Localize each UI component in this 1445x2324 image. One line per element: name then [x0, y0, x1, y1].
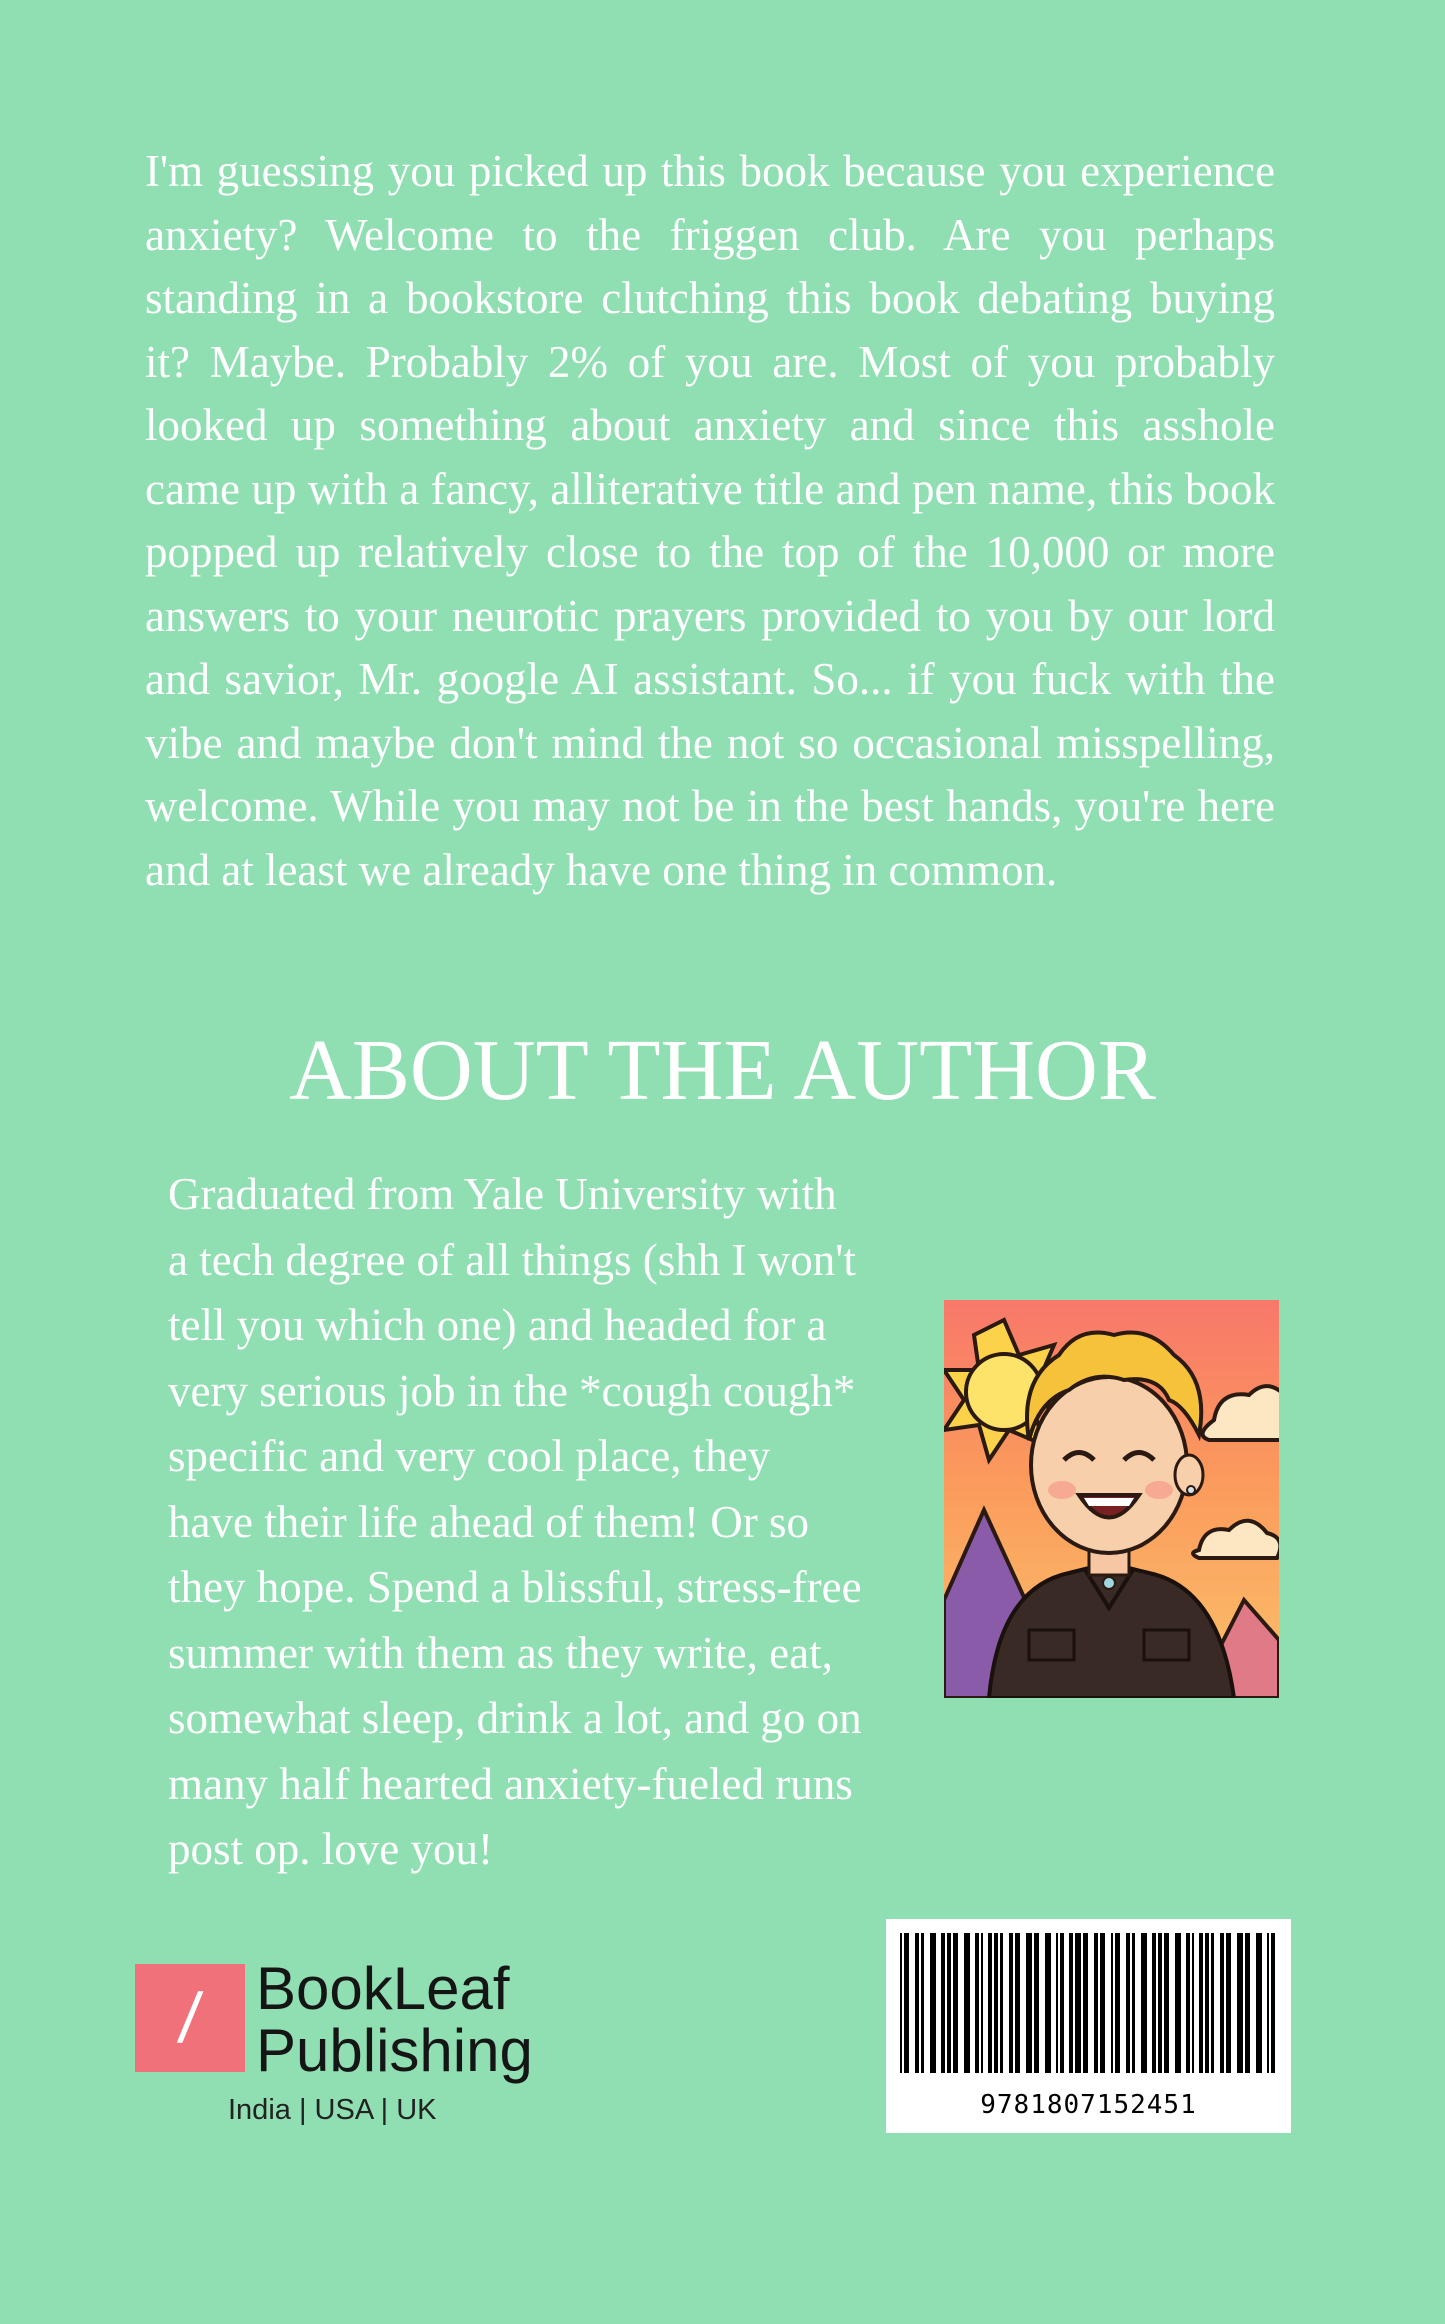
barcode-bar	[1126, 1933, 1130, 2073]
barcode-bar	[953, 1933, 958, 2073]
barcode-bar	[900, 1933, 902, 2073]
about-author-heading: ABOUT THE AUTHOR	[289, 1021, 1156, 1118]
bio-line: tell you which one) and headed for a	[168, 1300, 827, 1350]
bookleaf-logo-icon	[135, 1964, 245, 2072]
barcode-bar	[947, 1933, 951, 2073]
barcode-bar	[1009, 1933, 1013, 2073]
barcode-bar	[1152, 1933, 1156, 2073]
barcode-bar	[941, 1933, 945, 2073]
bio-line: somewhat sleep, drink a lot, and go on	[168, 1693, 862, 1743]
barcode-bar	[1267, 1933, 1269, 2073]
barcode-bar	[1015, 1933, 1020, 2073]
barcode-bar	[904, 1933, 909, 2073]
barcode-bar	[988, 1933, 992, 2073]
barcode-bar	[921, 1933, 924, 2073]
barcode-bar	[1175, 1933, 1181, 2073]
bio-line: many half hearted anxiety-fueled runs	[168, 1758, 853, 1809]
barcode-bar	[915, 1933, 919, 2073]
barcode-bar	[1100, 1933, 1105, 2073]
publisher-name-line2: Publishing	[256, 2017, 533, 2084]
bio-line: post op. love you!	[168, 1824, 493, 1874]
barcode-bar	[1034, 1933, 1039, 2073]
barcode-bar	[1256, 1933, 1262, 2073]
barcode-bar	[981, 1933, 983, 2073]
barcode-bar	[994, 1933, 998, 2073]
barcode-bar	[1000, 1933, 1003, 2073]
barcode-bar	[1056, 1933, 1058, 2073]
barcode-bar	[1026, 1933, 1032, 2073]
barcode-bar	[1141, 1933, 1147, 2073]
barcode-bar	[1199, 1933, 1203, 2073]
barcode-bar	[964, 1933, 970, 2073]
barcode-bar	[1226, 1933, 1231, 2073]
isbn-barcode-icon	[886, 1919, 1291, 2133]
barcode-bar	[1075, 1933, 1081, 2073]
barcode-bar	[1083, 1933, 1088, 2073]
bio-line: a tech degree of all things (shh I won't	[168, 1234, 856, 1285]
bio-line: summer with them as they write, eat,	[168, 1627, 833, 1678]
barcode-bar	[930, 1933, 936, 2073]
bio-line: they hope. Spend a blissful, stress-free	[168, 1562, 862, 1612]
barcode-bar	[1211, 1933, 1214, 2073]
barcode-bar	[1192, 1933, 1194, 2073]
barcode-bar	[1111, 1933, 1113, 2073]
barcode-bar	[1115, 1933, 1120, 2073]
barcode-bar	[1186, 1933, 1190, 2073]
barcode-bar	[1245, 1933, 1250, 2073]
barcode-bar	[1069, 1933, 1073, 2073]
barcode-bar	[975, 1933, 979, 2073]
barcode-bar	[1237, 1933, 1243, 2073]
author-bio	[168, 1162, 948, 1883]
barcode-bar	[1060, 1933, 1064, 2073]
bio-line: specific and very cool place, they	[168, 1431, 771, 1481]
author-portrait-icon	[944, 1300, 1279, 1698]
barcode-bar	[1158, 1933, 1162, 2073]
isbn-number: 9781807152451	[980, 2090, 1197, 2120]
barcode-bar	[1205, 1933, 1209, 2073]
barcode-bar	[1094, 1933, 1098, 2073]
bio-line: Graduated from Yale University with	[168, 1169, 837, 1219]
logo-mark: /	[174, 1979, 206, 2057]
bio-line: have their life ahead of them! Or so	[168, 1496, 809, 1547]
barcode-bar	[1132, 1933, 1135, 2073]
barcode-bar	[1220, 1933, 1224, 2073]
back-cover-blurb: I'm guessing you picked up this book because you experience anxiety? Welcome to the friggen club. Are you perhaps standing in a bookstore clutching this book debating buying it? Maybe. Probably 2% of you are. Most of you probably looked up something about anxiety and since this asshole came up with a fancy, alliterative title and pen name, this book popped up relatively close to the top of the 10,000 or more answers to your neurotic prayers provided to you by our lord and savior, Mr. google AI assistant. So... if you fuck with the vibe and maybe don't mind the not so occasional misspelling, welcome. While you may not be in the best hands, you're here and at least we already have one thing in common.	[145, 146, 1275, 895]
barcode-bar	[1045, 1933, 1051, 2073]
bio-line: very serious job in the *cough cough*	[168, 1365, 856, 1416]
barcode-bar	[1164, 1933, 1169, 2073]
publisher-name-line1: BookLeaf	[256, 1955, 510, 2022]
publisher-regions: India | USA | UK	[228, 2094, 437, 2126]
barcode-bar	[1271, 1933, 1275, 2073]
barcode-bars	[896, 1933, 1281, 2085]
